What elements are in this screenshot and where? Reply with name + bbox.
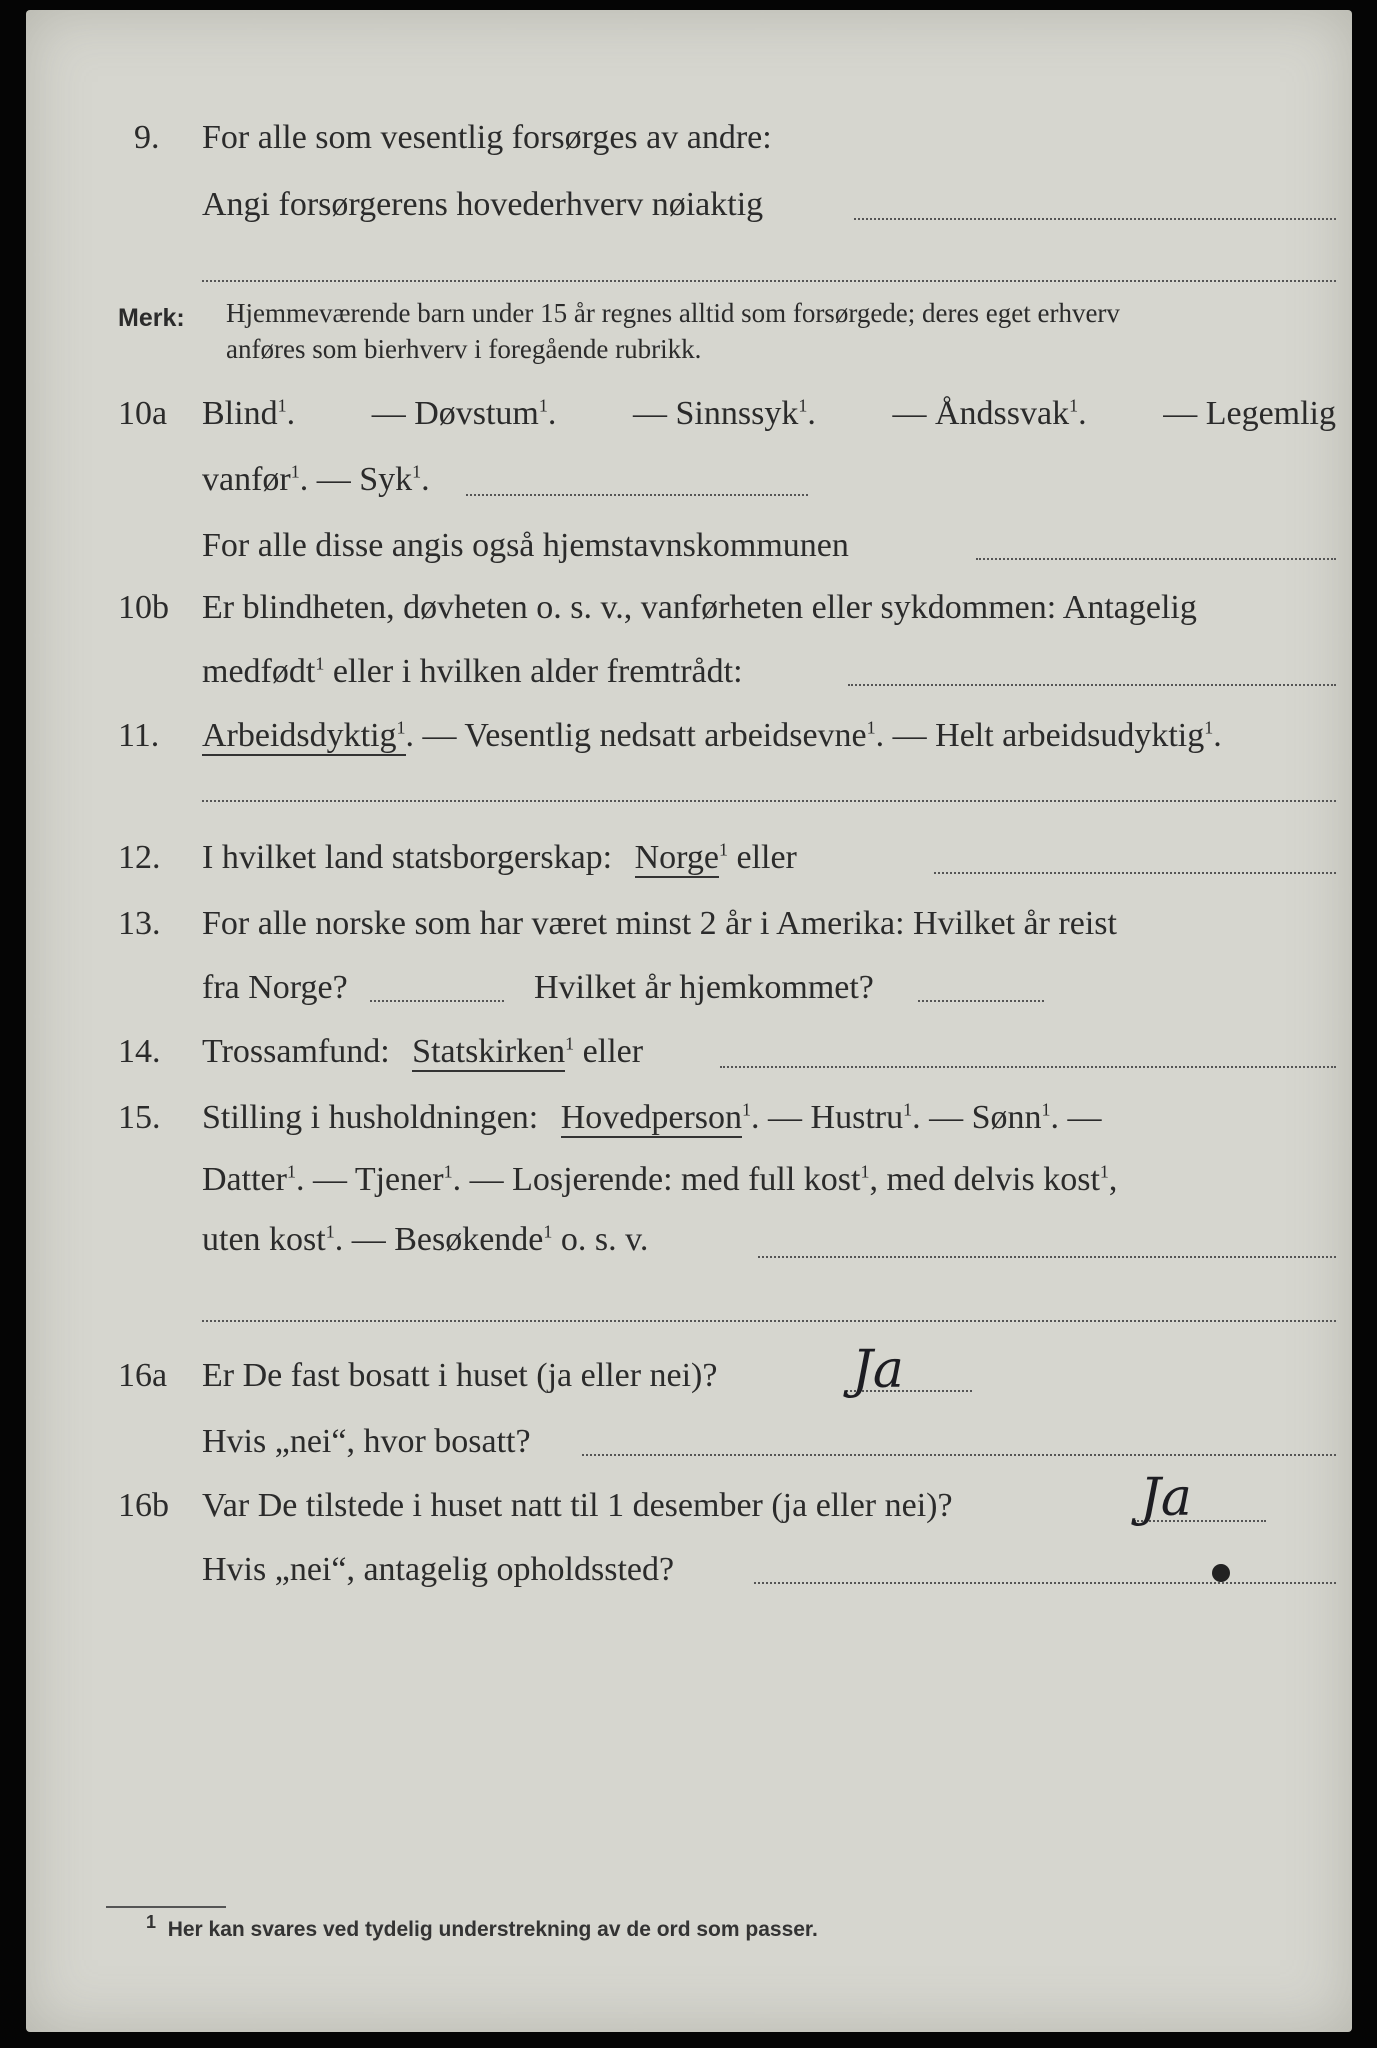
item-13-line2b: Hvilket år hjemkommet?: [534, 969, 874, 1006]
option-arbeidsdyktig-underlined[interactable]: Arbeidsdyktig$^1$: [202, 717, 406, 754]
item-10b-number: 10b: [118, 589, 169, 626]
item-15-answer-line-2[interactable]: [202, 1320, 1336, 1322]
option-nedsatt[interactable]: . — Vesentlig nedsatt arbeidsevne$^1$: [405, 717, 876, 754]
footnote-mark: 1: [146, 1912, 157, 1932]
item-9-number: 9.: [134, 119, 160, 156]
item-16b-line2: Hvis „nei“, antagelig opholdssted?: [202, 1551, 675, 1588]
item-13-hjemkommet-answer-line[interactable]: [918, 1000, 1044, 1002]
item-10b-line2: medfødt$^1$ eller i hvilken alder fremtrådt:: [202, 653, 743, 690]
option-legemlig[interactable]: — Legemlig: [1163, 395, 1336, 432]
option-sinnssyk[interactable]: — Sinnssyk$^1$.: [633, 395, 816, 432]
item-16a-handwritten-answer: Ja: [852, 1340, 904, 1400]
item-12-line: I hvilket land statsborgerskap: Norge$^1$ eller: [202, 839, 797, 876]
option-blind[interactable]: Blind$^1$.: [202, 395, 296, 432]
item-10a-line3: For alle disse angis også hjemstavnskommunen: [202, 527, 849, 564]
item-10b-answer-line[interactable]: [848, 684, 1336, 686]
option-medfodt[interactable]: medfødt$^1$: [202, 653, 325, 690]
item-16b-line1: Var De tilstede i huset natt til 1 desember (ja eller nei)?: [202, 1487, 953, 1524]
item-10a-line2: [202, 460, 430, 500]
item-14-line: Trossamfund: Statskirken$^1$ eller: [202, 1033, 644, 1070]
item-13-line2a: fra Norge?: [202, 969, 348, 1006]
census-form-page: [26, 10, 1352, 2032]
option-uten-kost[interactable]: uten kost$^1$: [202, 1221, 335, 1258]
item-15-answer-line[interactable]: [758, 1256, 1336, 1258]
item-12-answer-line[interactable]: [934, 872, 1336, 874]
option-dovstum[interactable]: — Døvstum$^1$.: [371, 395, 557, 432]
option-udyktig[interactable]: . — Helt arbeidsudyktig$^1$: [875, 717, 1214, 754]
item-10a-syk-answer-line[interactable]: [466, 494, 808, 496]
item-9-answer-line[interactable]: [854, 218, 1336, 220]
item-16b-opholdssted-answer-line[interactable]: [754, 1582, 1336, 1584]
item-16a-line2: Hvis „nei“, hvor bosatt?: [202, 1423, 531, 1460]
merk-label: Merk:: [118, 304, 185, 332]
item-13-line1: For alle norske som har været minst 2 år i Amerika: Hvilket år reist: [202, 905, 1117, 942]
option-hustru[interactable]: . — Hustru$^1$: [751, 1099, 913, 1136]
option-sonn[interactable]: . — Sønn$^1$: [912, 1099, 1051, 1136]
option-hovedperson-underlined[interactable]: Hovedperson: [560, 1099, 743, 1136]
option-besokende[interactable]: . — Besøkende$^1$: [334, 1221, 553, 1258]
merk-line2: anføres som bierhverv i foregående rubrikk.: [226, 334, 702, 364]
option-delvis-kost[interactable]: , med delvis kost$^1$: [869, 1161, 1109, 1198]
item-13-number: 13.: [118, 905, 161, 942]
item-10a-kommune-answer-line[interactable]: [976, 558, 1336, 560]
item-11-answer-line[interactable]: [202, 800, 1336, 802]
item-10a-line1: [202, 394, 1336, 434]
item-16a-line1: Er De fast bosatt i huset (ja eller nei)?: [202, 1357, 718, 1394]
item-12-number: 12.: [118, 839, 161, 876]
item-15-line3: uten kost$^1$. — Besøkende$^1$ o. s. v.: [202, 1221, 649, 1258]
option-norge-underlined[interactable]: Norge: [634, 839, 719, 876]
item-9-line1: For alle som vesentlig forsørges av andre:: [202, 119, 772, 156]
item-15-number: 15.: [118, 1099, 161, 1136]
item-11-line: Arbeidsdyktig$^1$. — Vesentlig nedsatt arbeidsevne$^1$. — Helt arbeidsudyktig$^1$.: [202, 717, 1222, 754]
item-14-answer-line[interactable]: [720, 1066, 1336, 1068]
item-16a-bosatt-answer-line[interactable]: [582, 1454, 1336, 1456]
item-16b-handwritten-answer: Ja: [1140, 1468, 1192, 1528]
item-11-number: 11.: [118, 717, 160, 754]
item-15-line1: Stilling i husholdningen: Hovedperson$^1$. — Hustru$^1$. — Sønn$^1$. —: [202, 1099, 1102, 1136]
item-10a-number: 10a: [118, 395, 168, 432]
item-14-number: 14.: [118, 1033, 161, 1070]
item-16a-number: 16a: [118, 1357, 168, 1394]
item-10b-line1: Er blindheten, døvheten o. s. v., vanførheten eller sykdommen: Antagelig: [202, 589, 1197, 626]
merk-line1: Hjemmeværende barn under 15 år regnes alltid som forsørgede; deres eget erhverv: [226, 298, 1120, 328]
option-vanfor[interactable]: vanfør$^1$.: [202, 461, 309, 498]
option-tjener[interactable]: . — Tjener$^1$: [295, 1161, 453, 1198]
item-15-line2: Datter$^1$. — Tjener$^1$. — Losjerende: med full kost$^1$, med delvis kost$^1$,: [202, 1161, 1118, 1198]
option-andssvak[interactable]: — Åndssvak$^1$.: [892, 395, 1087, 432]
option-full-kost[interactable]: . — Losjerende: med full kost$^1$: [452, 1161, 870, 1198]
option-statskirken-underlined[interactable]: Statskirken: [412, 1033, 566, 1070]
option-syk[interactable]: — Syk$^1$.: [316, 461, 430, 498]
item-9-answer-line-2[interactable]: [202, 280, 1336, 282]
item-13-reist-answer-line[interactable]: [370, 1000, 504, 1002]
ink-blot: [1212, 1564, 1230, 1582]
option-datter[interactable]: Datter$^1$: [202, 1161, 296, 1198]
footnote: 1 Her kan svares ved tydelig understrekning av de ord som passer.: [146, 1912, 818, 1941]
footnote-rule: [106, 1906, 226, 1908]
item-16b-number: 16b: [118, 1487, 169, 1524]
item-9-line2: Angi forsørgerens hovederhverv nøiaktig: [202, 186, 764, 223]
